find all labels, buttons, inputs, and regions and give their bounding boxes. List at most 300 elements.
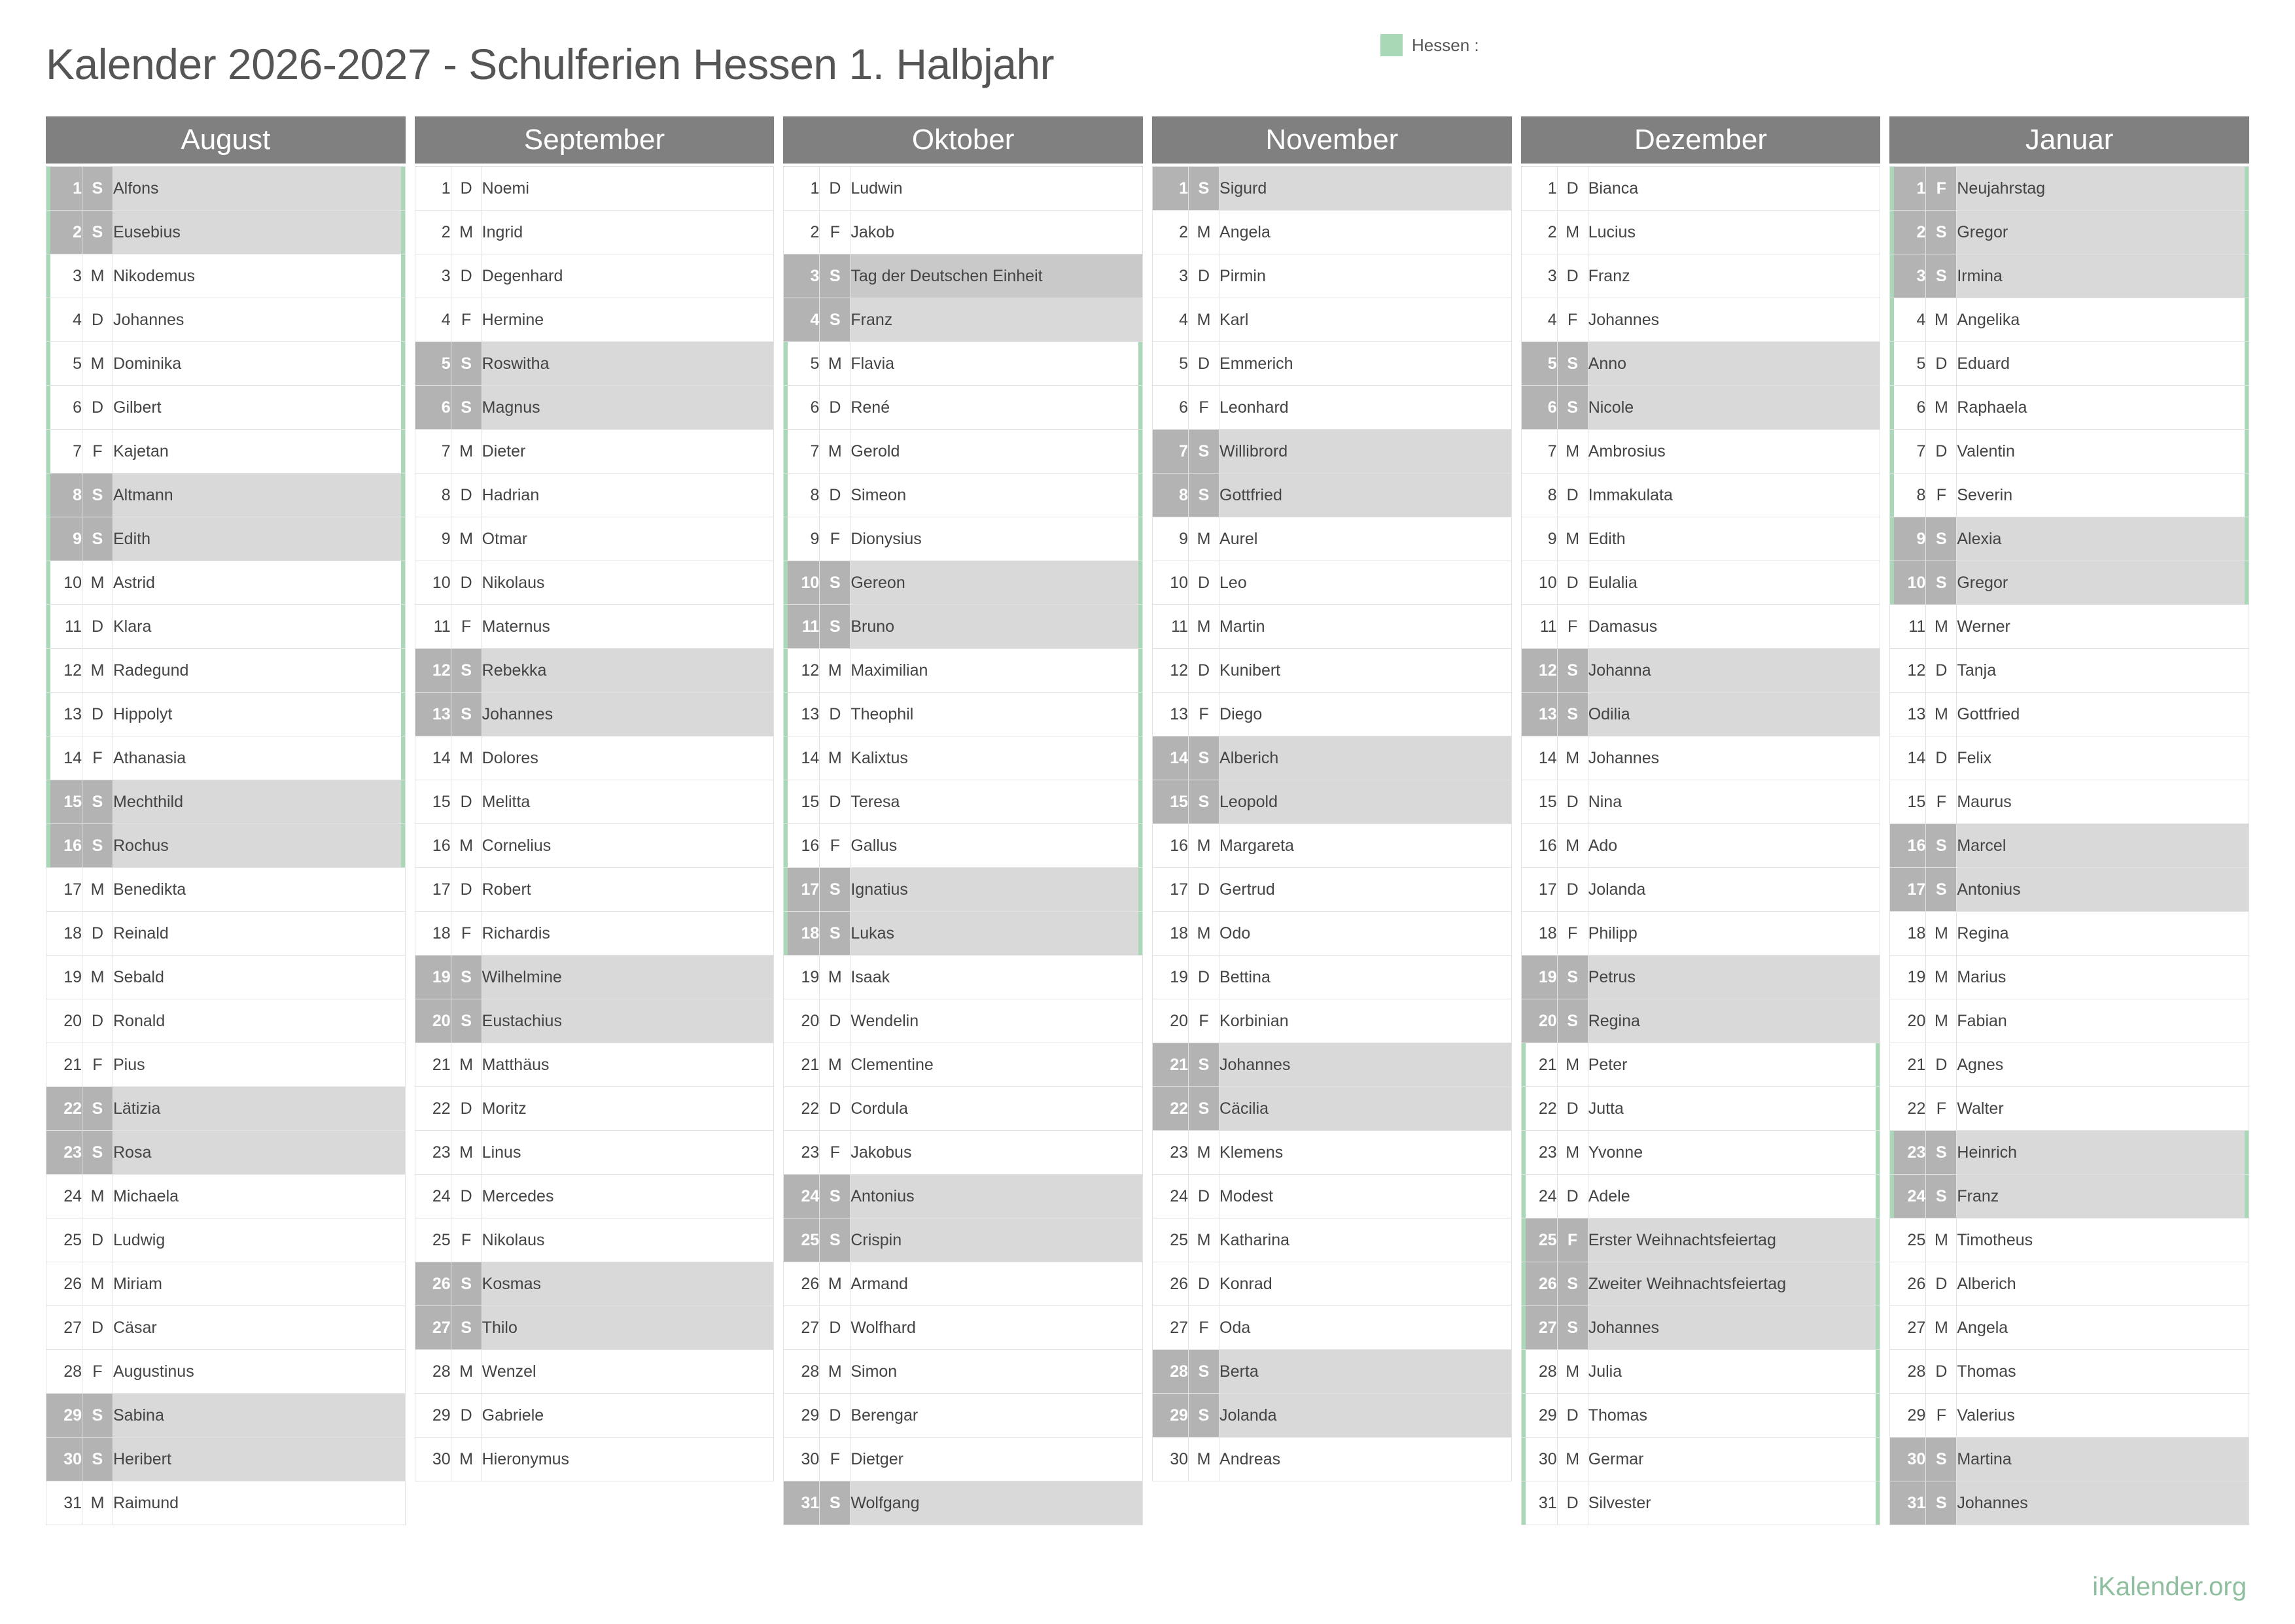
- name-day-label: Nikodemus: [113, 254, 406, 298]
- name-day-label: Emmerich: [1219, 342, 1512, 386]
- name-day-label: Ludwig: [113, 1218, 406, 1262]
- day-row: [415, 1394, 774, 1438]
- day-of-week: M: [82, 1481, 113, 1525]
- day-row: [1153, 824, 1512, 868]
- day-number: 28: [1153, 1350, 1189, 1394]
- day-number: 14: [784, 736, 820, 780]
- name-day-label: Raphaela: [1957, 386, 2249, 430]
- name-day-label: Kajetan: [113, 430, 406, 474]
- day-number: 4: [1890, 298, 1926, 342]
- day-row: [1153, 693, 1512, 736]
- day-row: [1521, 1306, 1880, 1350]
- day-of-week: F: [82, 430, 113, 474]
- day-number: 13: [415, 693, 451, 736]
- name-day-label: Gottfried: [1957, 693, 2249, 736]
- day-number: 12: [784, 649, 820, 693]
- day-number: 15: [46, 780, 82, 824]
- day-row: [1153, 868, 1512, 912]
- day-number: 14: [1153, 736, 1189, 780]
- name-day-label: Armand: [850, 1262, 1143, 1306]
- day-of-week: M: [820, 956, 850, 999]
- name-day-label: Clementine: [850, 1043, 1143, 1087]
- day-of-week: D: [82, 298, 113, 342]
- day-of-week: D: [1557, 1481, 1588, 1525]
- day-of-week: F: [1926, 474, 1957, 517]
- day-of-week: F: [1189, 1306, 1219, 1350]
- day-of-week: F: [1926, 167, 1957, 211]
- day-of-week: M: [820, 736, 850, 780]
- name-day-label: Franz: [850, 298, 1143, 342]
- day-of-week: S: [82, 1131, 113, 1175]
- name-day-label: Alberich: [1219, 736, 1512, 780]
- day-row: [46, 561, 406, 605]
- name-day-label: Eulalia: [1588, 561, 1880, 605]
- name-day-label: Gallus: [850, 824, 1143, 868]
- day-of-week: S: [451, 1262, 482, 1306]
- name-day-label: Cäsar: [113, 1306, 406, 1350]
- day-of-week: D: [1926, 1262, 1957, 1306]
- day-of-week: S: [451, 693, 482, 736]
- day-number: 23: [415, 1131, 451, 1175]
- footer-brand: iKalender.org: [2092, 1572, 2247, 1601]
- day-of-week: D: [820, 386, 850, 430]
- day-row: [1153, 1394, 1512, 1438]
- day-of-week: S: [820, 868, 850, 912]
- holiday-label: Tag der Deutschen Einheit: [850, 254, 1143, 298]
- day-of-week: S: [451, 956, 482, 999]
- day-number: 19: [1153, 956, 1189, 999]
- name-day-label: Fabian: [1957, 999, 2249, 1043]
- day-number: 16: [46, 824, 82, 868]
- day-number: 28: [415, 1350, 451, 1394]
- day-of-week: S: [451, 649, 482, 693]
- day-number: 25: [784, 1218, 820, 1262]
- day-of-week: D: [451, 167, 482, 211]
- name-day-label: Franz: [1588, 254, 1880, 298]
- name-day-label: Sebald: [113, 956, 406, 999]
- name-day-label: Nicole: [1588, 386, 1880, 430]
- day-of-week: S: [1189, 474, 1219, 517]
- day-row: [1890, 693, 2249, 736]
- name-day-label: Gerold: [850, 430, 1143, 474]
- name-day-label: Bruno: [850, 605, 1143, 649]
- day-row: [1890, 649, 2249, 693]
- day-of-week: S: [820, 912, 850, 956]
- day-row: [46, 254, 406, 298]
- day-row: [784, 561, 1143, 605]
- name-day-label: Johannes: [1588, 1306, 1880, 1350]
- name-day-label: Jolanda: [1219, 1394, 1512, 1438]
- name-day-label: Korbinian: [1219, 999, 1512, 1043]
- day-of-week: S: [1926, 1175, 1957, 1218]
- day-number: 14: [1890, 736, 1926, 780]
- name-day-label: Silvester: [1588, 1481, 1880, 1525]
- day-number: 13: [46, 693, 82, 736]
- day-number: 2: [1890, 211, 1926, 254]
- day-of-week: M: [1557, 1438, 1588, 1481]
- day-row: [1153, 912, 1512, 956]
- day-of-week: D: [820, 1087, 850, 1131]
- day-of-week: M: [1189, 824, 1219, 868]
- day-of-week: S: [82, 517, 113, 561]
- day-row: [415, 868, 774, 912]
- name-day-label: Sabina: [113, 1394, 406, 1438]
- day-of-week: S: [820, 298, 850, 342]
- day-number: 17: [1521, 868, 1557, 912]
- day-row: [784, 693, 1143, 736]
- day-number: 31: [1890, 1481, 1926, 1525]
- day-row: [415, 517, 774, 561]
- day-of-week: S: [1557, 1306, 1588, 1350]
- day-of-week: M: [1557, 1043, 1588, 1087]
- day-number: 11: [1153, 605, 1189, 649]
- month-table: [1889, 166, 2249, 1525]
- day-number: 9: [46, 517, 82, 561]
- day-number: 4: [1521, 298, 1557, 342]
- day-row: [1521, 1087, 1880, 1131]
- name-day-label: Mercedes: [482, 1175, 774, 1218]
- day-of-week: M: [451, 1350, 482, 1394]
- day-row: [1521, 1394, 1880, 1438]
- name-day-label: Diego: [1219, 693, 1512, 736]
- day-row: [46, 736, 406, 780]
- day-row: [415, 1438, 774, 1481]
- day-number: 3: [415, 254, 451, 298]
- day-number: 24: [1153, 1175, 1189, 1218]
- day-number: 30: [46, 1438, 82, 1481]
- name-day-label: Altmann: [113, 474, 406, 517]
- day-number: 18: [784, 912, 820, 956]
- day-of-week: D: [1557, 868, 1588, 912]
- name-day-label: Johannes: [1219, 1043, 1512, 1087]
- day-row: [415, 780, 774, 824]
- day-number: 25: [415, 1218, 451, 1262]
- day-row: [1890, 736, 2249, 780]
- name-day-label: Dionysius: [850, 517, 1143, 561]
- name-day-label: Antonius: [1957, 868, 2249, 912]
- name-day-label: Regina: [1957, 912, 2249, 956]
- name-day-label: Timotheus: [1957, 1218, 2249, 1262]
- day-row: [415, 1218, 774, 1262]
- day-of-week: M: [1926, 386, 1957, 430]
- day-row: [1153, 736, 1512, 780]
- month-column: [46, 116, 406, 1525]
- name-day-label: Leopold: [1219, 780, 1512, 824]
- day-row: [415, 693, 774, 736]
- month-column: [415, 116, 775, 1525]
- day-number: 26: [1521, 1262, 1557, 1306]
- day-row: [46, 1438, 406, 1481]
- day-row: [1153, 1218, 1512, 1262]
- name-day-label: Cäcilia: [1219, 1087, 1512, 1131]
- day-of-week: F: [1557, 912, 1588, 956]
- day-row: [784, 1175, 1143, 1218]
- holiday-label: Neujahrstag: [1957, 167, 2249, 211]
- day-number: 31: [46, 1481, 82, 1525]
- day-row: [46, 693, 406, 736]
- name-day-label: Edith: [113, 517, 406, 561]
- name-day-label: Johannes: [113, 298, 406, 342]
- name-day-label: Nikolaus: [482, 561, 774, 605]
- day-of-week: M: [1557, 824, 1588, 868]
- day-number: 30: [1153, 1438, 1189, 1481]
- name-day-label: Edith: [1588, 517, 1880, 561]
- day-number: 22: [1521, 1087, 1557, 1131]
- day-number: 29: [415, 1394, 451, 1438]
- day-number: 30: [415, 1438, 451, 1481]
- day-number: 26: [415, 1262, 451, 1306]
- day-number: 27: [415, 1306, 451, 1350]
- day-number: 17: [1890, 868, 1926, 912]
- day-of-week: D: [1557, 474, 1588, 517]
- month-header: Dezember: [1521, 116, 1881, 164]
- day-number: 13: [1153, 693, 1189, 736]
- name-day-label: Reinald: [113, 912, 406, 956]
- name-day-label: Flavia: [850, 342, 1143, 386]
- day-number: 1: [46, 167, 82, 211]
- day-of-week: D: [451, 780, 482, 824]
- name-day-label: Radegund: [113, 649, 406, 693]
- day-row: [1521, 780, 1880, 824]
- day-row: [1890, 1131, 2249, 1175]
- day-number: 17: [415, 868, 451, 912]
- day-row: [1153, 1350, 1512, 1394]
- name-day-label: Wendelin: [850, 999, 1143, 1043]
- name-day-label: Simon: [850, 1350, 1143, 1394]
- day-of-week: F: [82, 1350, 113, 1394]
- day-row: [46, 1087, 406, 1131]
- day-of-week: F: [820, 1131, 850, 1175]
- day-number: 13: [784, 693, 820, 736]
- name-day-label: Heribert: [113, 1438, 406, 1481]
- day-row: [415, 912, 774, 956]
- day-of-week: M: [82, 561, 113, 605]
- day-of-week: S: [1189, 1350, 1219, 1394]
- day-of-week: M: [451, 211, 482, 254]
- name-day-label: Margareta: [1219, 824, 1512, 868]
- day-of-week: M: [1189, 912, 1219, 956]
- day-row: [1521, 298, 1880, 342]
- name-day-label: Hadrian: [482, 474, 774, 517]
- name-day-label: Athanasia: [113, 736, 406, 780]
- day-row: [784, 386, 1143, 430]
- day-of-week: D: [1926, 430, 1957, 474]
- day-number: 25: [46, 1218, 82, 1262]
- day-row: [784, 1087, 1143, 1131]
- day-row: [415, 342, 774, 386]
- day-of-week: M: [451, 736, 482, 780]
- day-of-week: D: [1189, 254, 1219, 298]
- name-day-label: Thomas: [1957, 1350, 2249, 1394]
- day-row: [46, 298, 406, 342]
- day-row: [1153, 780, 1512, 824]
- day-number: 2: [784, 211, 820, 254]
- day-of-week: M: [1557, 1131, 1588, 1175]
- day-row: [46, 211, 406, 254]
- day-row: [1153, 1087, 1512, 1131]
- day-of-week: D: [82, 693, 113, 736]
- day-of-week: M: [82, 342, 113, 386]
- day-number: 27: [784, 1306, 820, 1350]
- day-of-week: F: [1189, 386, 1219, 430]
- name-day-label: Nina: [1588, 780, 1880, 824]
- day-row: [784, 1262, 1143, 1306]
- day-number: 20: [1890, 999, 1926, 1043]
- day-number: 22: [1153, 1087, 1189, 1131]
- day-row: [784, 868, 1143, 912]
- day-of-week: D: [1189, 561, 1219, 605]
- day-number: 28: [1890, 1350, 1926, 1394]
- day-row: [1153, 211, 1512, 254]
- name-day-label: Berta: [1219, 1350, 1512, 1394]
- name-day-label: Martina: [1957, 1438, 2249, 1481]
- name-day-label: Matthäus: [482, 1043, 774, 1087]
- day-of-week: M: [820, 649, 850, 693]
- day-row: [1890, 1306, 2249, 1350]
- day-row: [46, 956, 406, 999]
- name-day-label: Valentin: [1957, 430, 2249, 474]
- day-row: [784, 956, 1143, 999]
- name-day-label: Crispin: [850, 1218, 1143, 1262]
- day-row: [1521, 1350, 1880, 1394]
- day-number: 12: [415, 649, 451, 693]
- day-number: 12: [46, 649, 82, 693]
- day-of-week: S: [1926, 868, 1957, 912]
- day-row: [784, 605, 1143, 649]
- day-row: [1890, 824, 2249, 868]
- name-day-label: Robert: [482, 868, 774, 912]
- day-row: [1521, 167, 1880, 211]
- day-row: [415, 649, 774, 693]
- name-day-label: Ingrid: [482, 211, 774, 254]
- month-header: September: [415, 116, 775, 164]
- name-day-label: Tanja: [1957, 649, 2249, 693]
- day-row: [1153, 254, 1512, 298]
- day-number: 29: [1521, 1394, 1557, 1438]
- day-of-week: S: [1189, 167, 1219, 211]
- day-of-week: D: [820, 474, 850, 517]
- day-row: [1153, 167, 1512, 211]
- day-row: [784, 1438, 1143, 1481]
- day-number: 2: [1521, 211, 1557, 254]
- day-row: [784, 1481, 1143, 1525]
- name-day-label: Angelika: [1957, 298, 2249, 342]
- name-day-label: Wilhelmine: [482, 956, 774, 999]
- name-day-label: Teresa: [850, 780, 1143, 824]
- day-of-week: D: [1557, 254, 1588, 298]
- day-row: [1521, 474, 1880, 517]
- day-row: [1890, 780, 2249, 824]
- name-day-label: Ludwin: [850, 167, 1143, 211]
- day-of-week: D: [451, 1175, 482, 1218]
- day-row: [1890, 999, 2249, 1043]
- day-row: [415, 561, 774, 605]
- day-of-week: M: [1189, 1438, 1219, 1481]
- day-number: 5: [784, 342, 820, 386]
- name-day-label: Heinrich: [1957, 1131, 2249, 1175]
- day-of-week: M: [1926, 693, 1957, 736]
- day-of-week: M: [1926, 999, 1957, 1043]
- day-number: 28: [784, 1350, 820, 1394]
- day-of-week: M: [1189, 517, 1219, 561]
- day-row: [1521, 956, 1880, 999]
- day-row: [1521, 1043, 1880, 1087]
- name-day-label: Jutta: [1588, 1087, 1880, 1131]
- day-row: [46, 1131, 406, 1175]
- day-number: 25: [1153, 1218, 1189, 1262]
- day-of-week: F: [1189, 693, 1219, 736]
- day-of-week: F: [1189, 999, 1219, 1043]
- day-number: 21: [415, 1043, 451, 1087]
- day-row: [1521, 1262, 1880, 1306]
- day-row: [415, 211, 774, 254]
- month-table: [783, 166, 1143, 1525]
- day-of-week: S: [82, 1394, 113, 1438]
- day-of-week: F: [82, 736, 113, 780]
- day-of-week: M: [82, 649, 113, 693]
- name-day-label: Karl: [1219, 298, 1512, 342]
- name-day-label: Immakulata: [1588, 474, 1880, 517]
- day-number: 3: [1153, 254, 1189, 298]
- day-of-week: D: [1557, 1087, 1588, 1131]
- day-row: [415, 430, 774, 474]
- day-number: 2: [46, 211, 82, 254]
- day-row: [784, 1043, 1143, 1087]
- month-table: [1152, 166, 1512, 1525]
- day-of-week: F: [1926, 1394, 1957, 1438]
- name-day-label: Odilia: [1588, 693, 1880, 736]
- day-of-week: S: [1557, 999, 1588, 1043]
- day-number: 16: [1521, 824, 1557, 868]
- day-row: [415, 474, 774, 517]
- name-day-label: Adele: [1588, 1175, 1880, 1218]
- day-row: [1521, 1175, 1880, 1218]
- day-number: 19: [46, 956, 82, 999]
- day-of-week: D: [1926, 1043, 1957, 1087]
- day-row: [1521, 999, 1880, 1043]
- day-row: [784, 211, 1143, 254]
- day-of-week: F: [1557, 1218, 1588, 1262]
- day-of-week: M: [820, 1262, 850, 1306]
- day-row: [415, 956, 774, 999]
- name-day-label: Gregor: [1957, 211, 2249, 254]
- legend-label: Hessen :: [1412, 35, 1479, 55]
- name-day-label: Nikolaus: [482, 1218, 774, 1262]
- day-of-week: D: [1557, 561, 1588, 605]
- day-row: [1890, 1087, 2249, 1131]
- day-of-week: D: [1189, 868, 1219, 912]
- day-number: 5: [1890, 342, 1926, 386]
- name-day-label: Lucius: [1588, 211, 1880, 254]
- day-of-week: D: [1189, 1262, 1219, 1306]
- name-day-label: Miriam: [113, 1262, 406, 1306]
- day-row: [1521, 824, 1880, 868]
- day-of-week: S: [82, 167, 113, 211]
- day-of-week: S: [451, 999, 482, 1043]
- day-number: 21: [1890, 1043, 1926, 1087]
- day-row: [1153, 386, 1512, 430]
- name-day-label: Valerius: [1957, 1394, 2249, 1438]
- day-number: 7: [1890, 430, 1926, 474]
- day-row: [415, 736, 774, 780]
- day-number: 25: [1521, 1218, 1557, 1262]
- legend: [1380, 34, 1479, 56]
- day-row: [1153, 474, 1512, 517]
- day-number: 29: [1890, 1394, 1926, 1438]
- name-day-label: René: [850, 386, 1143, 430]
- day-number: 22: [46, 1087, 82, 1131]
- day-of-week: S: [1189, 1087, 1219, 1131]
